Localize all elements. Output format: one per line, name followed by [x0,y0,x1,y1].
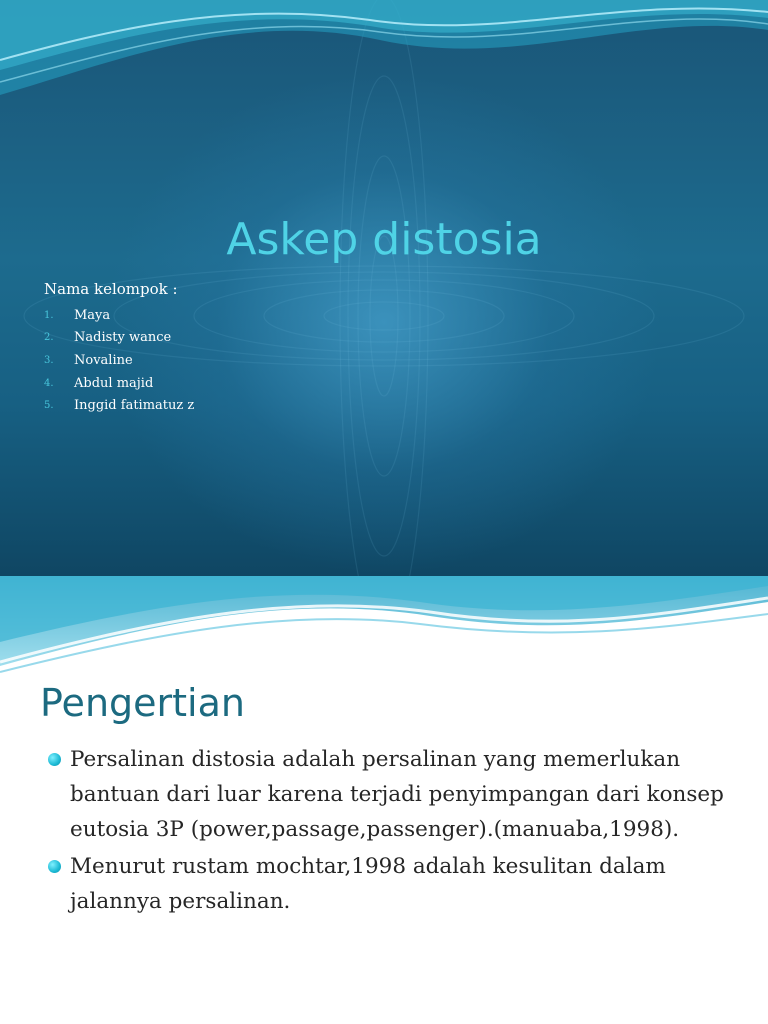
top-wave-decoration [0,0,768,110]
bullet-text: Menurut rustam mochtar,1998 adalah kesulitan dalam jalannya persalinan. [70,854,666,914]
list-item [44,304,194,327]
list-number: 3. [44,354,54,366]
slide-title: Pengertian [40,681,245,725]
list-number: 1. [44,309,54,321]
member-name: Novaline [74,352,133,368]
member-name: Maya [74,307,111,323]
bullet-list [46,742,746,921]
list-item [44,372,194,395]
bullet-text: Persalinan distosia adalah persalinan yang memerlukan bantuan dari luar karena terjadi penyimpangan dari konsep eutosia 3P (power,passage,passenger).(manuaba,1998). [70,747,724,842]
list-item [44,349,194,372]
list-number: 2. [44,332,54,344]
member-name: Abdul majid [74,375,154,391]
member-list [44,304,194,417]
list-item [46,742,746,847]
member-name: Inggid fatimatuz z [74,398,195,414]
group-label: Nama kelompok : [44,280,178,298]
content-slide [0,576,768,1024]
member-name: Nadisty wance [74,330,172,346]
top-wave-decoration [0,576,768,676]
list-item [44,327,194,350]
list-item [46,849,746,919]
slide-title: Askep distosia [226,214,542,265]
bullet-dot-icon [48,753,61,766]
bullet-dot-icon [48,860,61,873]
list-number: 4. [44,377,54,389]
list-item [44,394,194,417]
list-number: 5. [44,400,54,412]
